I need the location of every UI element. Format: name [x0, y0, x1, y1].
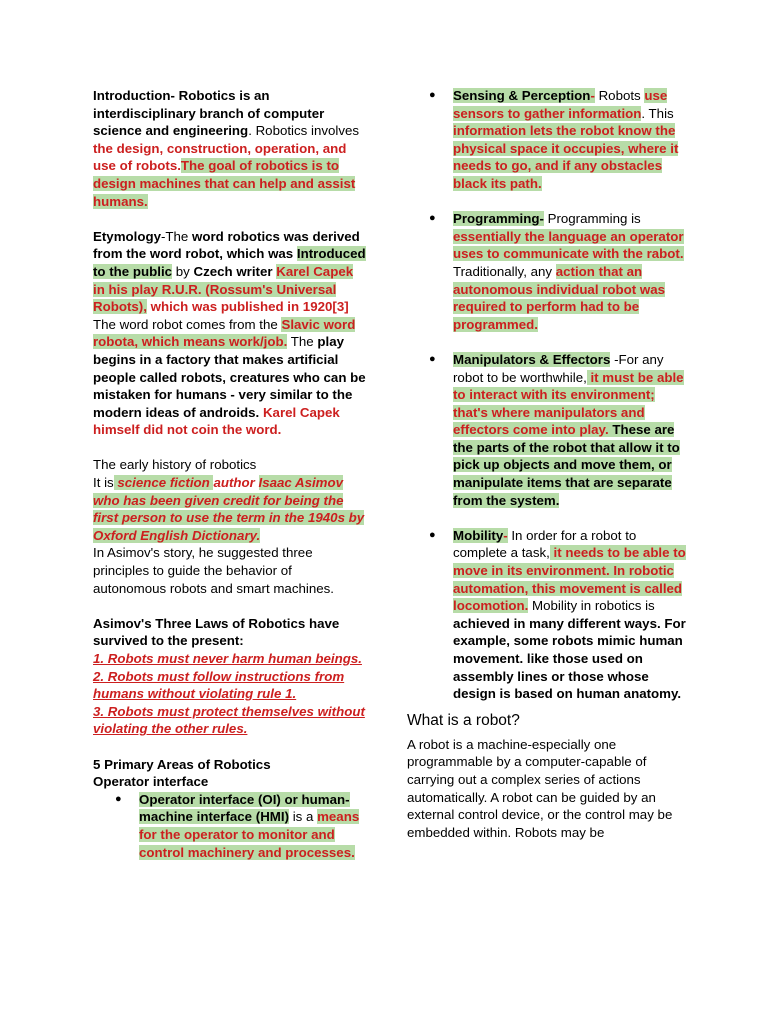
sensing-red-2: information lets the robot know the physical space it occupies, where it needs to go, and if any obstacles black its path. [453, 123, 679, 191]
intro-paragraph [93, 87, 368, 210]
etym-highlight: Introduced to the public [93, 246, 366, 279]
programming-text-2: Traditionally, any [453, 263, 556, 279]
etym-red-2: which was published in 1920[3] [146, 299, 349, 315]
etym-text-3: The word robot comes from the [93, 316, 282, 332]
manipulators-label: Manipulators & Effectors [453, 351, 611, 367]
etymology-label: Etymology [93, 228, 161, 244]
law-1 [93, 650, 368, 668]
law-2-text: 2. Robots must follow instructions from humans without violating rule 1. [93, 668, 345, 702]
early-history-paragraph [93, 474, 368, 544]
etym-text-4: The [287, 334, 318, 350]
bullet-programming [407, 210, 692, 333]
intro-red-2: The goal of robotics is to design machines that can help and assist humans. [93, 158, 356, 209]
bullet-mobility [407, 527, 692, 703]
manipulators-bold-1: These are the parts of the robot that allow it to pick up objects and move them, or manipulate items that are separate from the system. [453, 422, 680, 508]
early-text-1: It is [93, 475, 114, 491]
law-2 [93, 668, 368, 703]
oi-bold: Operator interface (OI) or human-machine interface (HMI) [139, 791, 350, 825]
operator-interface-subheading-text: Operator interface [93, 774, 209, 790]
manipulators-text-1: -For any robot to be worthwhile, [453, 351, 664, 385]
early-italic-1: science fiction [113, 475, 214, 491]
mobility-dash: - [503, 527, 508, 543]
etym-red-3: Slavic word robota, which means work/job. [93, 316, 356, 350]
what-is-robot-paragraph: A robot is a machine-especially one programmable by a computer-capable of carrying out a complex series of actions automatically. A robot can be guided by an external control device, or the control may be embedded within. Robots may be [407, 736, 673, 840]
etym-bold-1: word robotics was derived from the word robot, which was [93, 228, 360, 262]
etym-text-1: -The [160, 228, 193, 244]
bullet-manipulators [407, 351, 692, 509]
mobility-label: Mobility [453, 527, 504, 543]
laws-heading-text: Asimov's Three Laws of Robotics have survived to the present: [93, 615, 340, 649]
intro-red-1: the design, construction, operation, and use of robots. [93, 140, 347, 174]
early-italic-3: Isaac Asimov [258, 475, 344, 491]
programming-red-2: action that an autonomous individual robot was required to perform had to be programmed. [453, 263, 666, 332]
early-italic-2: author [213, 475, 259, 491]
what-is-robot-heading: What is a robot? [407, 711, 520, 729]
sensing-dash: - [590, 88, 595, 103]
etym-red-1: Karel Capek in his play R.U.R. (Rossum's Universal Robots), [93, 263, 354, 315]
law-3-text: 3. Robots must protect themselves without violating the other rules. [93, 703, 365, 737]
laws-heading [93, 615, 368, 650]
etymology-paragraph [93, 228, 368, 439]
mobility-text-2: Mobility in robotics is [528, 598, 655, 614]
programming-label: Programming- [453, 211, 544, 227]
sensing-label: Sensing & Perception [453, 88, 591, 103]
etym-text-2: by [172, 263, 194, 279]
manipulators-red-1: it must be able to interact with its environment; that's where manipulators and effectors come into play. [453, 369, 684, 438]
mobility-bold-1: achieved in many different ways. For example, some robots mimic human movement. like those used on assembly lines or those whose design is based on human anatomy. [453, 615, 686, 702]
etym-red-4: Karel Capek himself did not coin the word. [93, 404, 340, 438]
programming-text-1: Programming is [543, 211, 641, 227]
etym-bold-2: Czech writer [193, 263, 277, 279]
operator-interface-subheading [93, 773, 368, 791]
early-italic-4: who has been given credit for being the first person to use the term in the 1940s by Oxford English Dictionary. [93, 492, 365, 543]
mobility-text-1: In order for a robot to complete a task, [453, 527, 637, 561]
etym-bold-3: play begins in a factory that makes artificial people called robots, creatures who can be mistaken for humans - very similar to the modern ideas of androids. [93, 334, 366, 420]
law-1-text: 1. Robots must never harm human beings. [93, 651, 362, 666]
areas-heading [93, 756, 368, 774]
oi-red: means for the operator to monitor and control machinery and processes. [139, 809, 360, 860]
right-column [407, 87, 692, 841]
asimov-principles-paragraph: In Asimov's story, he suggested three principles to guide the behavior of autonomous robots and smart machines. [93, 545, 334, 596]
oi-text: is a [289, 809, 318, 825]
intro-lead: Introduction- Robotics is an interdisciplinary branch of computer science and engineering [93, 88, 325, 139]
mobility-red-1: it needs to be able to move in its environment. In robotic automation, this movement is called locomotion. [453, 545, 686, 614]
sensing-red-1: use sensors to gather information [453, 88, 668, 121]
law-3 [93, 703, 368, 738]
bullet-sensing [407, 87, 692, 193]
early-history-heading: The early history of robotics [93, 457, 257, 473]
intro-text: . Robotics involves [248, 123, 360, 139]
areas-heading-text: 5 Primary Areas of Robotics [93, 756, 271, 772]
sensing-text-2: . This [641, 105, 674, 121]
programming-red-1: essentially the language an operator uses to communicate with the rabot. [453, 228, 684, 262]
sensing-text-1: Robots [594, 88, 645, 103]
bullet-operator-interface [93, 791, 368, 861]
left-column [93, 87, 368, 861]
